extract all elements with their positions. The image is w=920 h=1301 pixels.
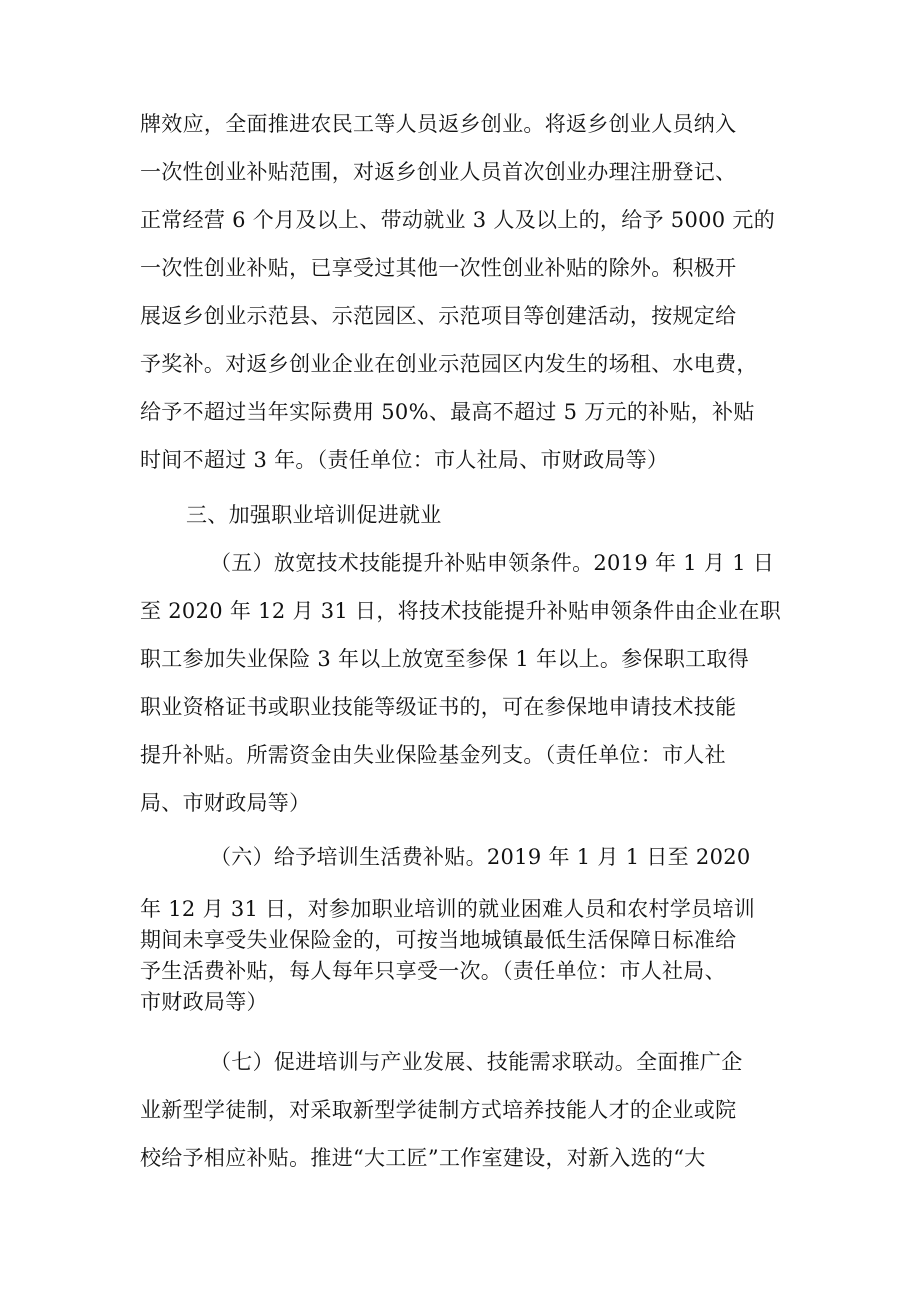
text-line: 一次性创业补贴范围，对返乡创业人员首次创业办理注册登记、 <box>140 160 737 184</box>
text-line: 时间不超过 3 年。（责任单位：市人社局、市财政局等） <box>140 448 669 472</box>
paragraph-returning-entrepreneurship <box>140 100 790 484</box>
text-line: 给予不超过当年实际费用 50%、最高不超过 5 万元的补贴，补贴 <box>140 400 755 424</box>
paragraph-skill-subsidy <box>140 539 790 827</box>
text-line: 一次性创业补贴，已享受过其他一次性创业补贴的除外。积极开 <box>140 256 737 280</box>
text-line: 年 12 月 31 日，对参加职业培训的就业困难人员和农村学员培训 <box>140 897 756 921</box>
text-line: 市财政局等） <box>140 990 268 1014</box>
paragraph-training-allowance-intro <box>210 833 860 881</box>
text-line: 职工参加失业保险 3 年以上放宽至参保 1 年以上。参保职工取得 <box>140 647 750 671</box>
text-line: 提升补贴。所需资金由失业保险基金列支。（责任单位：市人社 <box>140 743 726 767</box>
text-line: 正常经营 6 个月及以上、带动就业 3 人及以上的，给予 5000 元的 <box>140 208 776 232</box>
paragraph-training-allowance <box>140 894 790 1018</box>
section-heading <box>186 491 836 539</box>
heading-text: 三、加强职业培训促进就业 <box>186 503 442 527</box>
text-line: 至 2020 年 12 月 31 日，将技术技能提升补贴申领条件由企业在职 <box>140 599 782 623</box>
text-line: 牌效应，全面推进农民工等人员返乡创业。将返乡创业人员纳入 <box>140 112 737 136</box>
text-line: （七）促进培训与产业发展、技能需求联动。全面推广企 <box>210 1050 743 1074</box>
text-line: 予生活费补贴，每人每年只享受一次。（责任单位：市人社局、 <box>140 959 726 983</box>
text-line: 予奖补。对返乡创业企业在创业示范园区内发生的场租、水电费， <box>140 352 758 376</box>
text-line: 校给予相应补贴。推进“大工匠”工作室建设，对新入选的“大 <box>140 1146 706 1170</box>
text-line: 业新型学徒制，对采取新型学徒制方式培养技能人才的企业或院 <box>140 1098 737 1122</box>
text-line: 局、市财政局等） <box>140 791 311 815</box>
text-line: 展返乡创业示范县、示范园区、示范项目等创建活动，按规定给 <box>140 304 737 328</box>
text-line: （六）给予培训生活费补贴。2019 年 1 月 1 日至 2020 <box>210 845 751 869</box>
text-line: 期间未享受失业保险金的，可按当地城镇最低生活保障日标准给 <box>140 928 737 952</box>
text-line: 职业资格证书或职业技能等级证书的，可在参保地申请技术技能 <box>140 695 737 719</box>
paragraph-training-industry-linkage <box>140 1038 790 1182</box>
text-line: （五）放宽技术技能提升补贴申领条件。2019 年 1 月 1 日 <box>210 551 775 575</box>
